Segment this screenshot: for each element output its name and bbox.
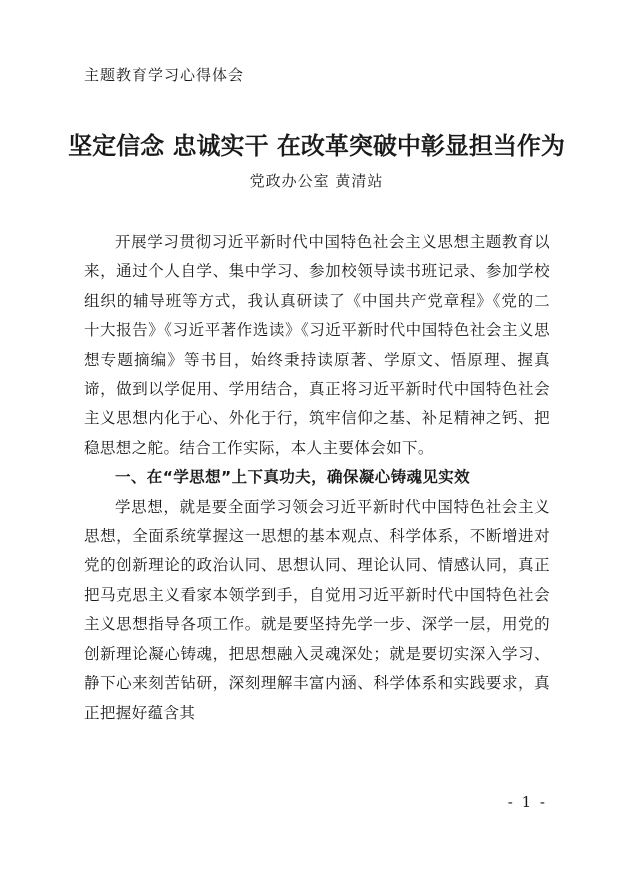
- intro-paragraph: 开展学习贯彻习近平新时代中国特色社会主义思想主题教育以来，通过个人自学、集中学习、参加校领导读书班记录、参加学校组织的辅导班等方式，我认真研读了《中国共产党章程》《党的二十大报告》《习近平著作选读》《习近平新时代中国特色社会主义思想专题摘编》等书目，始终秉持读原著、学原文、悟原理、握真谛，做到以学促用、学用结合，真正将习近平新时代中国特色社会主义思想内化于心、外化于行，筑牢信仰之基、补足精神之钙、把稳思想之舵。结合工作实际，本人主要体会如下。: [84, 233, 550, 457]
- section-heading: 一、在“学思想”上下真功夫，确保凝心铸魂见实效: [115, 468, 471, 487]
- document-author: 党政办公室 黄清站: [249, 172, 384, 190]
- section-paragraph: 学思想，就是要全面学习领会习近平新时代中国特色社会主义思想，全面系统掌握这一思想的基本观点、科学体系，不断增进对党的创新理论的政治认同、思想认同、理论认同、情感认同，真正把马克思主义看家本领学到手，自觉用习近平新时代中国特色社会主义思想指导各项工作。就是要坚持先学一步、深学一层，用党的创新理论凝心铸魂，把思想融入灵魂深处；就是要切实深入学习、静下心来刻苦钻研，深刻理解丰富内涵、科学体系和实践要求，真正把握好蕴含其: [84, 497, 550, 722]
- document-body: [84, 228, 550, 728]
- document-category-label: 主题教育学习心得体会: [84, 66, 245, 84]
- page-number: - 1 -: [507, 793, 547, 811]
- document-title: 坚定信念 忠诚实干 在改革突破中彰显担当作为: [68, 132, 565, 160]
